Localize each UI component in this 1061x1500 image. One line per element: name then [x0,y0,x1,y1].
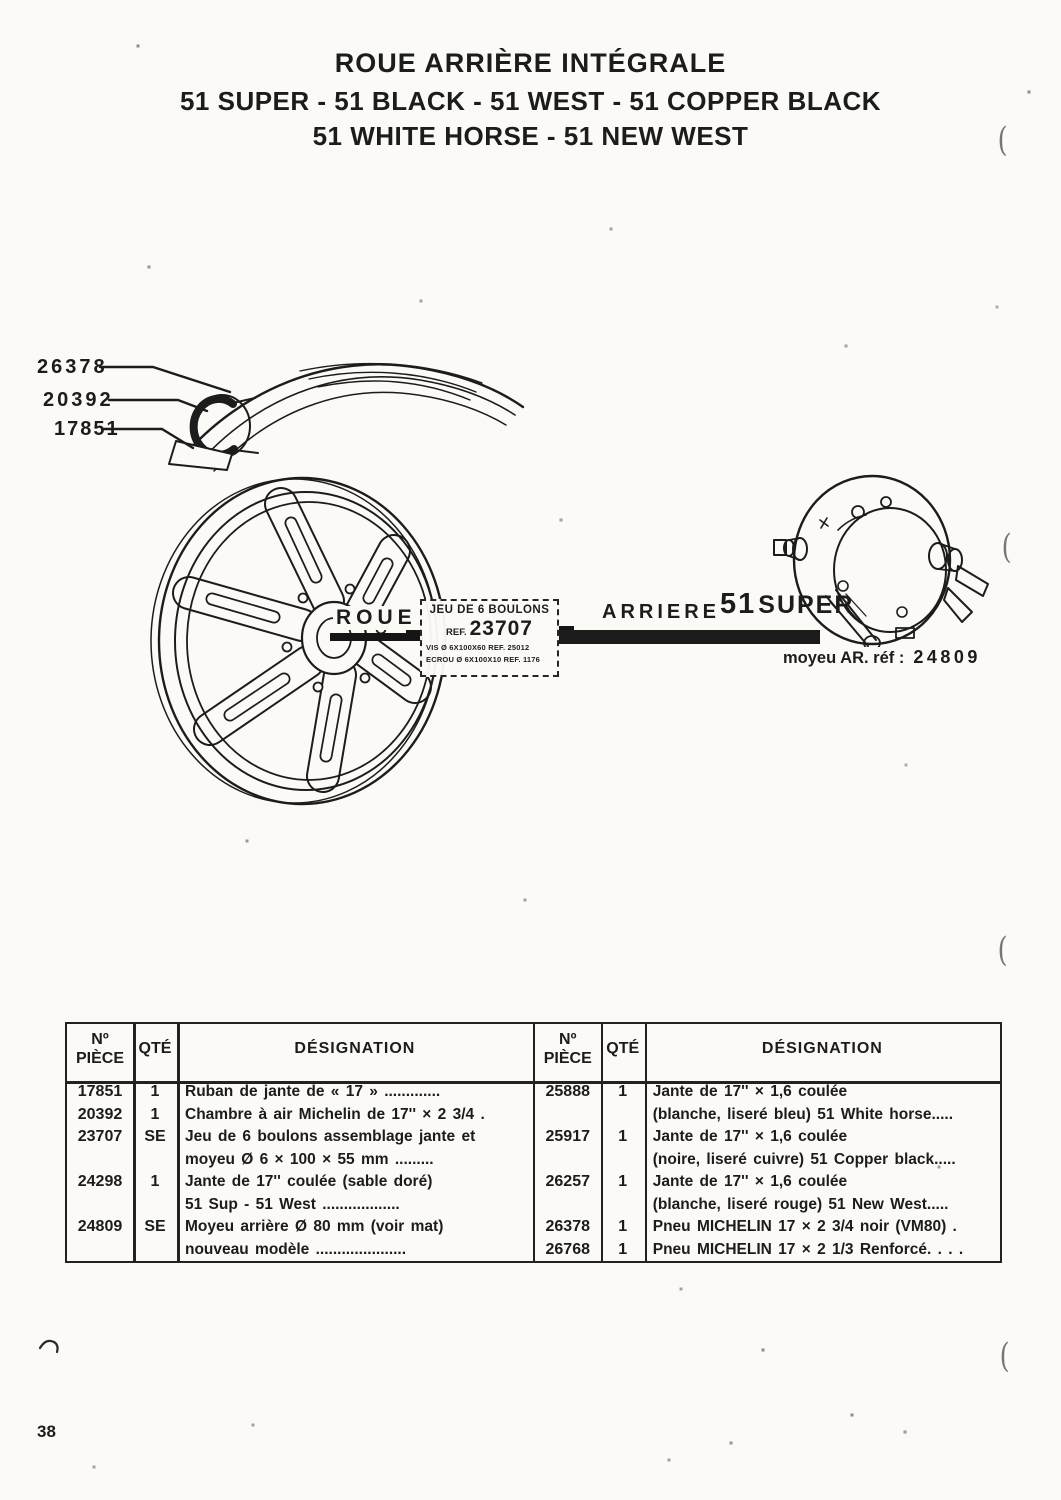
cell-piece: 26257 [545,1173,590,1190]
cell-designation: Jante de 17'' × 1,6 coulée [652,1128,848,1145]
model-number: 51 [720,588,757,620]
hub-caption-label: moyeu AR. réf : [783,649,905,667]
cell-qty: 1 [150,1083,160,1100]
table-row-line [67,1194,533,1217]
curl-scan-mark [38,1336,64,1358]
cell-designation: Pneu MICHELIN 17 × 2 3/4 noir (VM80) . [652,1218,957,1235]
cell-designation: (blanche, liseré bleu) 51 White horse..... [652,1105,954,1123]
cell-piece: 25888 [545,1083,590,1100]
parts-table [65,1022,1002,1263]
cell-piece: 24809 [77,1218,123,1235]
model-label [720,588,854,621]
cell-piece: 26768 [545,1240,590,1258]
cell-qty: SE [144,1128,166,1145]
table-row-line [67,1171,533,1194]
binding-mark: ( [997,930,1008,970]
cell-designation: (blanche, liseré rouge) 51 New West..... [652,1195,949,1213]
cell-piece [535,1149,601,1172]
hub-caption [781,647,983,668]
arriere-label: ARRIERE [602,601,721,623]
table-row-line [67,1149,533,1172]
cell-designation: Pneu MICHELIN 17 × 2 1/3 Renforcé. . . . [652,1240,964,1258]
table-row-line [535,1081,1000,1104]
cell-designation: 51 Sup - 51 West .................. [185,1195,400,1213]
parts-table-left-half [67,1024,533,1261]
cell-qty [133,1239,177,1262]
table-row-line [67,1239,533,1262]
hub-caption-ref: 24809 [913,647,981,667]
cell-piece: 20392 [77,1105,123,1123]
bolt-ref-number: 23707 [469,617,533,640]
binding-mark: ( [1001,527,1012,567]
bolt-box-title: JEU DE 6 BOULONS [429,604,550,616]
cell-piece [535,1194,601,1217]
roue-label: ROUE [333,606,420,630]
callout-label-20392: 20392 [43,389,114,411]
cell-piece: 25917 [545,1128,590,1145]
table-row-line [67,1104,533,1127]
cell-designation: Jante de 17'' coulée (sable doré) [185,1173,433,1190]
col-header-designation: DÉSIGNATION [294,1040,416,1057]
table-row-line [67,1126,533,1149]
cell-qty [601,1149,645,1172]
col-header-piece: Nº PIÈCE [75,1031,124,1067]
col-header-designation: DÉSIGNATION [761,1040,883,1057]
table-row-line [535,1216,1000,1239]
table-row-line [535,1126,1000,1149]
cell-qty: 1 [150,1173,160,1190]
bolt-set-box [420,599,559,677]
models-line-1: 51 SUPER - 51 BLACK - 51 WEST - 51 COPPER BLACK [179,86,882,116]
wheel-diagram-drawing [0,330,1061,830]
table-header-left [67,1024,533,1074]
cell-piece: 24298 [77,1173,123,1190]
cell-designation: Moyeu arrière Ø 80 mm (voir mat) [185,1218,444,1235]
table-row-line [535,1149,1000,1172]
col-header-piece: Nº PIÈCE [543,1031,592,1067]
col-header-qty: QTÉ [138,1040,172,1057]
cell-designation: moyeu Ø 6 × 100 × 55 mm ......... [185,1150,434,1168]
table-row-line [535,1171,1000,1194]
cell-designation: Jante de 17'' × 1,6 coulée [652,1083,848,1100]
binding-mark: ( [999,1336,1010,1376]
cell-piece [67,1149,133,1172]
col-header-qty: QTÉ [606,1040,640,1057]
table-row-line [535,1194,1000,1217]
table-body-right [535,1074,1000,1261]
cell-designation: nouveau modèle ..................... [185,1240,407,1258]
cell-qty: SE [144,1218,166,1235]
table-row-line [535,1239,1000,1262]
cell-piece [535,1104,601,1127]
models-line-2: 51 WHITE HORSE - 51 NEW WEST [312,121,749,151]
cell-qty: 1 [618,1173,628,1190]
cell-qty: 1 [618,1218,628,1235]
table-header-right [535,1024,1000,1074]
cell-designation: Jante de 17'' × 1,6 coulée [652,1173,848,1190]
cell-piece: 17851 [77,1083,123,1100]
binding-mark: ( [997,120,1008,160]
bolt-vis-line: VIS Ø 6X100X60 REF. 25012 [426,643,530,652]
table-body-left [67,1074,533,1261]
cell-piece [67,1239,133,1262]
model-name: SUPER [758,591,855,619]
cell-piece [67,1194,133,1217]
cell-qty: 1 [618,1128,628,1145]
cell-piece: 26378 [545,1218,590,1235]
cell-qty: 1 [618,1083,628,1100]
cell-designation: Chambre à air Michelin de 17'' × 2 3/4 . [185,1105,485,1123]
cell-designation: (noire, liseré cuivre) 51 Copper black..... [652,1150,956,1168]
page-title: ROUE ARRIÈRE INTÉGRALE [334,48,727,78]
cell-qty: 1 [618,1240,628,1258]
cell-piece: 23707 [77,1128,123,1145]
cell-qty [601,1104,645,1127]
bolt-ref-label: REF. [446,627,467,638]
cell-qty [133,1149,177,1172]
cell-designation: Ruban de jante de « 17 » ............. [185,1083,441,1100]
table-row-line [535,1104,1000,1127]
page-number: 38 [37,1422,56,1441]
parts-table-right-half [533,1024,1000,1261]
bolt-ecrou-line: ECROU Ø 6X100X10 REF. 1176 [426,655,541,664]
cell-qty [601,1194,645,1217]
scan-noise-specks [0,0,2,2]
cell-qty: 1 [150,1105,160,1123]
callout-label-26378: 26378 [37,356,108,378]
callout-label-17851: 17851 [54,418,120,440]
cell-qty [133,1194,177,1217]
cell-designation: Jeu de 6 boulons assemblage jante et [185,1128,476,1145]
table-row-line [67,1216,533,1239]
table-row-line [67,1081,533,1104]
